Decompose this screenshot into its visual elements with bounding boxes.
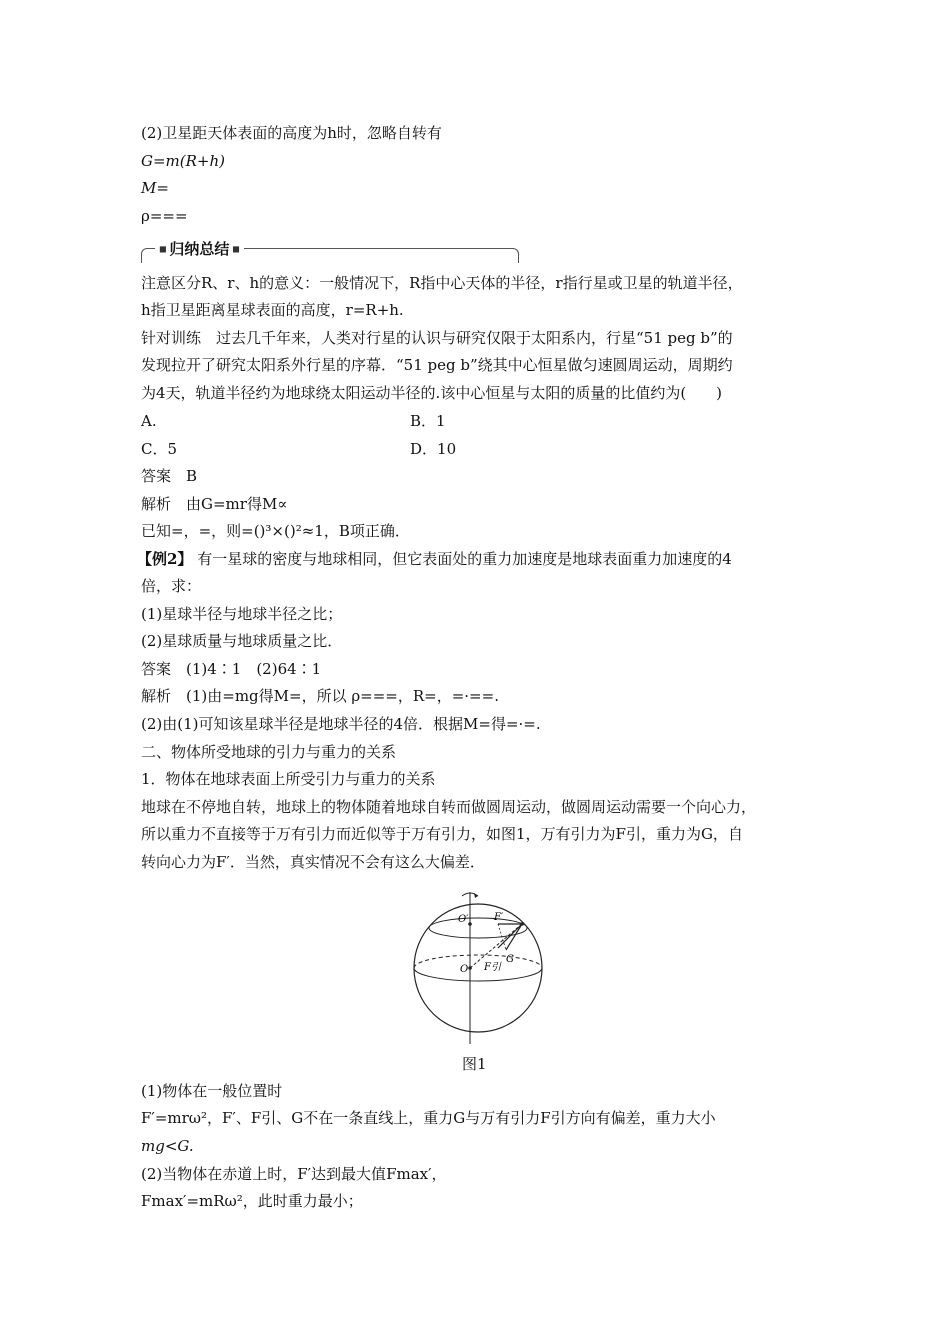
text-line: 注意区分R、r、h的意义：一般情况下，R指中心天体的半径，r指行星或卫星的轨道半径， <box>141 274 743 292</box>
text-line: 为4天，轨道半径约为地球绕太阳运动半径的.该中心恒星与太阳的质量的比值约为( ) <box>141 384 723 402</box>
analysis-line: 解析 由G=mr得M∝ <box>141 495 288 513</box>
earth-diagram <box>408 886 548 1046</box>
text-line: 转向心力为F′．当然，真实情况不会有这么大偏差． <box>141 853 485 871</box>
label-f-prime: F′ <box>494 912 504 923</box>
text-line: Fmax′=mRω²，此时重力最小； <box>141 1192 363 1210</box>
text-line: (2)星球质量与地球质量之比． <box>141 632 343 650</box>
label-o-prime: O′ <box>458 914 469 925</box>
option-a: A. <box>141 412 157 430</box>
summary-title: ■ 归纳总结 ■ <box>155 240 244 259</box>
text-line: 所以重力不直接等于万有引力而近似等于万有引力，如图1，万有引力为F引，重力为G，自 <box>141 825 743 843</box>
option-c: C．5 <box>141 440 178 458</box>
summary-header <box>141 240 519 264</box>
analysis-line: (2)由(1)可知该星球半径是地球半径的4倍．根据M=得=·=. <box>141 715 541 733</box>
example-text: 有一星球的密度与地球相同，但它表面处的重力加速度是地球表面重力加速度的4 <box>197 550 732 568</box>
answer-line: 答案 B <box>141 467 198 485</box>
formula-line: M= <box>141 179 169 197</box>
subsection-heading: 1．物体在地球表面上所受引力与重力的关系 <box>141 770 436 788</box>
text-line: 针对训练 过去几千年来，人类对行星的认识与研究仅限于太阳系内，行星“51 peg b”的 <box>141 329 733 347</box>
example-line <box>137 549 732 569</box>
text-line: 倍，求： <box>141 577 202 595</box>
center-o-prime <box>468 922 472 926</box>
text-line: (2)卫星距天体表面的高度为h时，忽略自转有 <box>141 124 442 142</box>
label-o: O <box>460 964 469 975</box>
equator-front <box>414 968 542 981</box>
formula-line: ρ=== <box>141 207 188 225</box>
summary-title-text: 归纳总结 <box>169 240 230 258</box>
label-f-yin: F引 <box>484 962 501 973</box>
text-line: mg<G. <box>141 1137 194 1155</box>
example-tag: 【例2】 <box>137 550 193 568</box>
figure-caption: 图1 <box>462 1055 487 1073</box>
answer-line: 答案 (1)4∶1 (2)64∶1 <box>141 660 322 678</box>
text-line: (1)星球半径与地球半径之比； <box>141 605 343 623</box>
analysis-line: 已知=，=，则=()³×()²≈1，B项正确． <box>141 522 410 540</box>
text-line: 发现拉开了研究太阳系外行星的序幕．“51 peg b”绕其中心恒星做匀速圆周运动，周期约 <box>141 356 733 374</box>
analysis-line: 解析 (1)由=mg得M=，所以 ρ===，R=，=·==. <box>141 687 499 705</box>
text-line: 地球在不停地自转，地球上的物体随着地球自转而做圆周运动，做圆周运动需要一个向心力， <box>141 798 757 816</box>
text-line: (2)当物体在赤道上时，F′达到最大值Fmax′， <box>141 1165 447 1183</box>
text-line: h指卫星距离星球表面的高度，r=R+h. <box>141 301 404 319</box>
text-line: F′=mrω²，F′、F引、G不在一条直线上，重力G与万有引力F引方向有偏差，重力大小 <box>141 1109 716 1127</box>
label-g: G <box>506 954 514 965</box>
formula-line: G=m(R+h) <box>141 152 226 170</box>
option-b: B．1 <box>410 412 446 430</box>
section-heading: 二、物体所受地球的引力与重力的关系 <box>141 743 397 761</box>
text-line: (1)物体在一般位置时 <box>141 1082 283 1100</box>
latitude-circle <box>429 918 527 938</box>
option-d: D．10 <box>410 440 457 458</box>
